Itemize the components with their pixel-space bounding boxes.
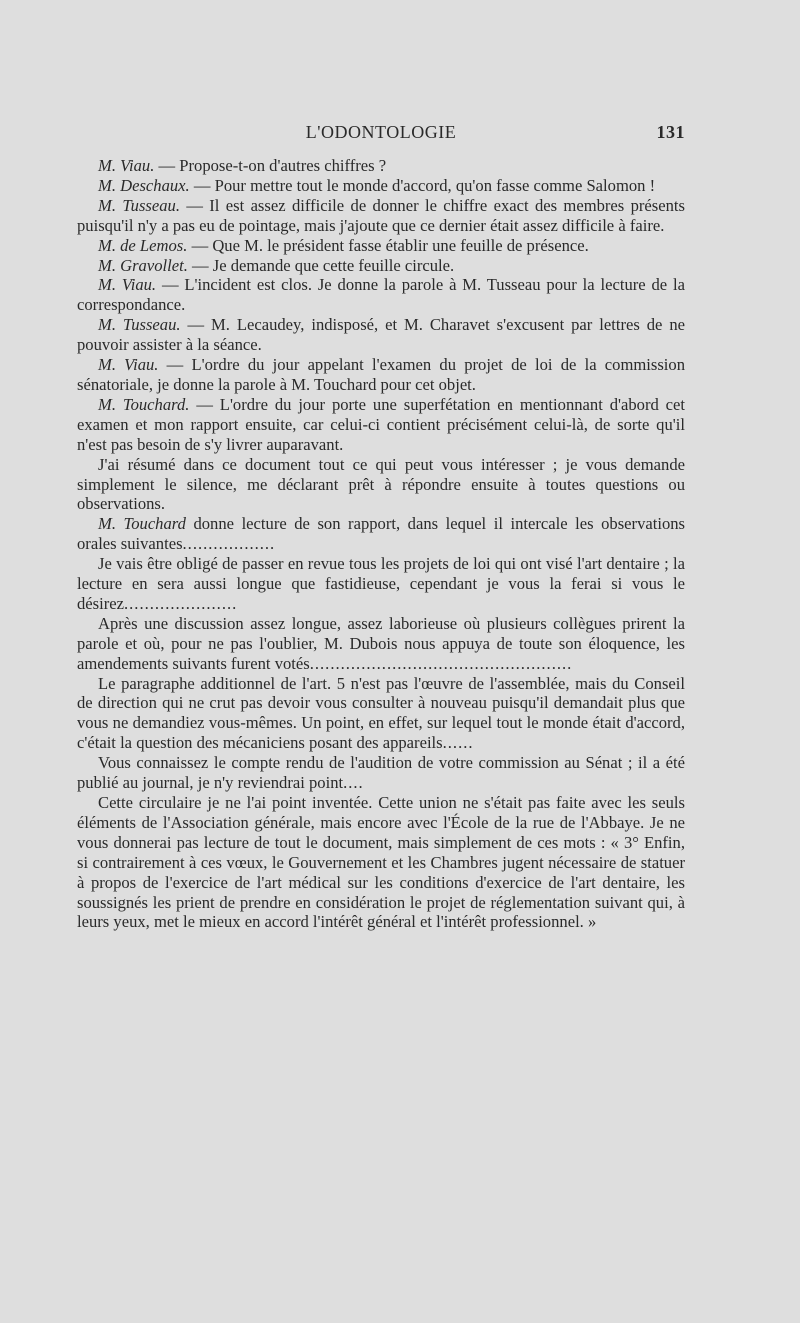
paragraph-text: — M. Lecaudey, indisposé, et M. Charavet s'excusent par lettres de ne pouvoir assister à la séance. [77,315,685,355]
dot-leader: ...................... [124,593,238,613]
page-body [77,156,685,932]
dot-leader: ...... [442,733,474,753]
paragraph-text: — Propose-t-on d'autres chiffres ? [154,156,387,175]
paragraph-9 [77,395,685,455]
paragraph-text: Le paragraphe additionnel de l'art. 5 n'est pas l'œuvre de l'assemblée, mais du Conseil de direction qui ne crut pas devoir vous consulter à nouveau puisqu'il demandait plus que vous ne demandiez vous-mêmes. Un point, en effet, sur lequel tout le monde était d'accord, c'était la question des mécaniciens posant des appareils [77,673,685,753]
speaker-name: M. Touchard. [98,394,190,414]
speaker-name: M. Tusseau. [98,315,181,335]
page-number: 131 [656,122,685,142]
paragraph-text: Vous connaissez le compte rendu de l'audition de votre commission au Sénat ; il a été publié au journal, je n'y reviendrai point [77,753,685,793]
paragraph-3 [77,196,685,236]
dot-leader: ................................................... [309,653,573,673]
running-header [77,118,685,148]
paragraph-text: — L'incident est clos. Je donne la parole à M. Tusseau pour la lecture de la correspondance. [77,275,685,315]
paragraph-text: J'ai résumé dans ce document tout ce qui peut vous intéresser ; je vous demande simplement le silence, me déclarant prêt à répondre ensuite à toutes questions ou observations. [77,454,685,514]
dot-leader: .... [343,773,364,793]
paragraph-text: Après une discussion assez longue, assez laborieuse où plusieurs collègues prirent la parole et où, pour ne pas l'oublier, M. Dubois nous appuya de toute son éloquence, les amendements suivants furent votés [77,613,685,673]
speaker-name: M. Viau. [98,275,157,295]
speaker-name: M. Touchard [98,514,186,534]
paragraph-text: — Que M. le président fasse établir une feuille de présence. [187,235,589,255]
paragraph-7 [77,315,685,355]
paragraph-text: — Pour mettre tout le monde d'accord, qu'on fasse comme Salomon ! [189,175,656,195]
paragraph-11 [77,514,685,554]
paragraph-16 [77,793,685,932]
paragraph-2 [77,176,685,196]
paragraph-1 [77,156,685,176]
paragraph-text: — L'ordre du jour porte une superfétation en mentionnant d'abord cet examen et mon rapport ensuite, car celui-ci contient précisément celui-là, de sorte qu'il n'est pas besoin de s'y livrer auparavant. [77,394,686,454]
paragraph-text: Je vais être obligé de passer en revue tous les projets de loi qui ont visé l'art dentaire ; la lecture en sera aussi longue que fastidieuse, cependant je vous la ferai si vous le désirez [77,554,685,613]
speaker-name: M. Viau. [98,355,159,375]
paragraph-text: — L'ordre du jour appelant l'examen du projet de loi de la commission sénatoriale, je donne la parole à M. Touchard pour cet objet. [77,355,685,394]
paragraph-text: donne lecture de son rapport, dans lequel il intercale les observations orales suivantes [77,514,685,554]
paragraph-10 [77,455,685,515]
paragraph-8 [77,355,685,395]
paragraph-14 [77,674,685,754]
paragraph-text: Cette circulaire je ne l'ai point inventée. Cette union ne s'était pas faite avec les seuls éléments de l'Association générale, mais encore avec l'École de la rue de l'Abbaye. Je ne vous donnerai pas lecture de tout le document, mais simplement de ces mots : « 3° Enfin, si contrairement à ces vœux, le Gouvernement et les Chambres jugent nécessaire de statuer à propos de l'exercice de l'art médical sur les conditions d'exercice de l'art dentaire, les soussignés les prient de prendre en considération le projet de réglementation suivant qui, à leurs yeux, met le mieux en accord l'intérêt général et l'intérêt professionnel. » [77,793,685,932]
paragraph-text: — Il est assez difficile de donner le chiffre exact des membres présents puisqu'il n'y a pas eu de pointage, mais j'ajoute que ce dernier était assez difficile à faire. [77,195,685,235]
paragraph-13 [77,614,685,674]
speaker-name: M. Gravollet. [98,255,188,275]
paragraph-6 [77,275,685,315]
speaker-name: M. de Lemos. [98,235,188,255]
paragraph-12 [77,554,685,614]
speaker-name: M. Viau. [98,156,155,175]
book-page [77,118,685,932]
speaker-name: M. Tusseau. [98,195,180,215]
paragraph-15 [77,753,685,793]
speaker-name: M. Deschaux. [98,175,190,195]
paragraph-5 [77,256,685,276]
running-title: L'ODONTOLOGIE [305,122,457,142]
paragraph-text: — Je demande que cette feuille circule. [187,255,455,275]
paragraph-4 [77,236,685,256]
dot-leader: .................. [182,534,276,554]
